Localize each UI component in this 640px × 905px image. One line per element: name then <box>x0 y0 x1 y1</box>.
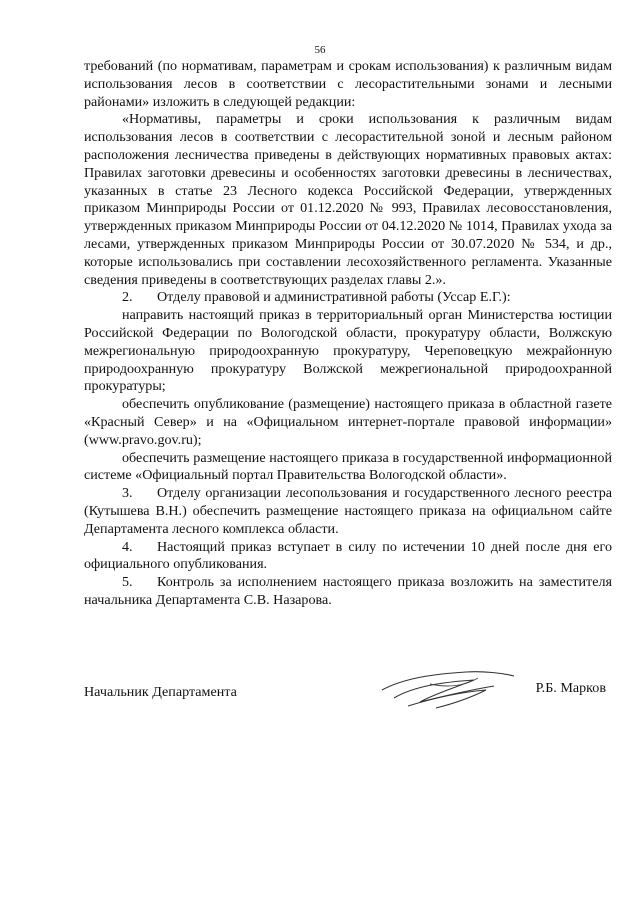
signatory-title: Начальник Департамента <box>84 684 237 700</box>
signatory-name: Р.Б. Марков <box>535 680 606 696</box>
paragraph-item-5: 5. Контроль за исполнением настоящего приказа возложить на заместителя начальника Департамента С.В. Назарова. <box>84 574 612 608</box>
paragraph-publish: обеспечить опубликование (размещение) настоящего приказа в областной газете «Красный Север» и на «Официальном интернет-портале правовой информации» (www.pravo.gov.ru); <box>84 396 612 448</box>
paragraph-send-order: направить настоящий приказ в территориальный орган Министерства юстиции Российской Федерации по Вологодской области, прокуратуру области, Волжскую межрегиональную природоохранную прокуратуру, Череповецкую межрайонную природоохранную прокуратуру Волжской межрегиональной природоохранной прокуратуры; <box>84 307 612 395</box>
item-number: 4. <box>122 538 133 555</box>
item-number: 3. <box>122 485 133 502</box>
document-body <box>84 58 612 610</box>
paragraph-gis: обеспечить размещение настоящего приказа в государственной информационной системе «Официальный портал Правительства Вологодской области». <box>84 449 612 484</box>
page-number: 56 <box>314 44 326 56</box>
signature-block <box>84 676 612 716</box>
paragraph-item-2: 2. Отделу правовой и административной работы (Уссар Е.Г.): <box>122 289 511 306</box>
item-number: 5. <box>122 574 133 591</box>
paragraph-item-3: 3. Отделу организации лесопользования и государственного лесного реестра (Кутышева В.Н.) обеспечить размещение настоящего приказа на официальном сайте Департамента лесного комплекса области. <box>84 485 612 537</box>
item-number: 2. <box>122 289 133 306</box>
handwritten-signature <box>374 668 524 712</box>
paragraph-norms: «Нормативы, параметры и сроки использования к различным видам использования лесов в соответствии с лесорастительной зоной и лесным районом расположения лесничества приведены в действующих нормативных правовых актах: Правилах заготовки древесины и особенностях заготовки древесины в лесничествах, указанных в статье 23 Лесного кодекса Российской Федерации, утвержденных приказом Минприроды России от 01.12.2020 № 993, Правилах лесовосстановления, утвержденных приказом Минприроды России от 04.12.2020 № 1014, Правилах ухода за лесами, утвержденных приказом Минприроды России от 30.07.2020 № 534, и др., которые использовались при составлении лесохозяйственного регламента. Указанные сведения приведены в соответствующих разделах главы 2.». <box>84 111 612 288</box>
paragraph-continuation: требований (по нормативам, параметрам и срокам использования) к различным видам использования лесов в соответствии с лесорастительными зонами и лесными районами» изложить в следующей редакции: <box>84 58 612 110</box>
paragraph-item-4: 4. Настоящий приказ вступает в силу по истечении 10 дней после дня его официального опубликования. <box>84 538 612 573</box>
